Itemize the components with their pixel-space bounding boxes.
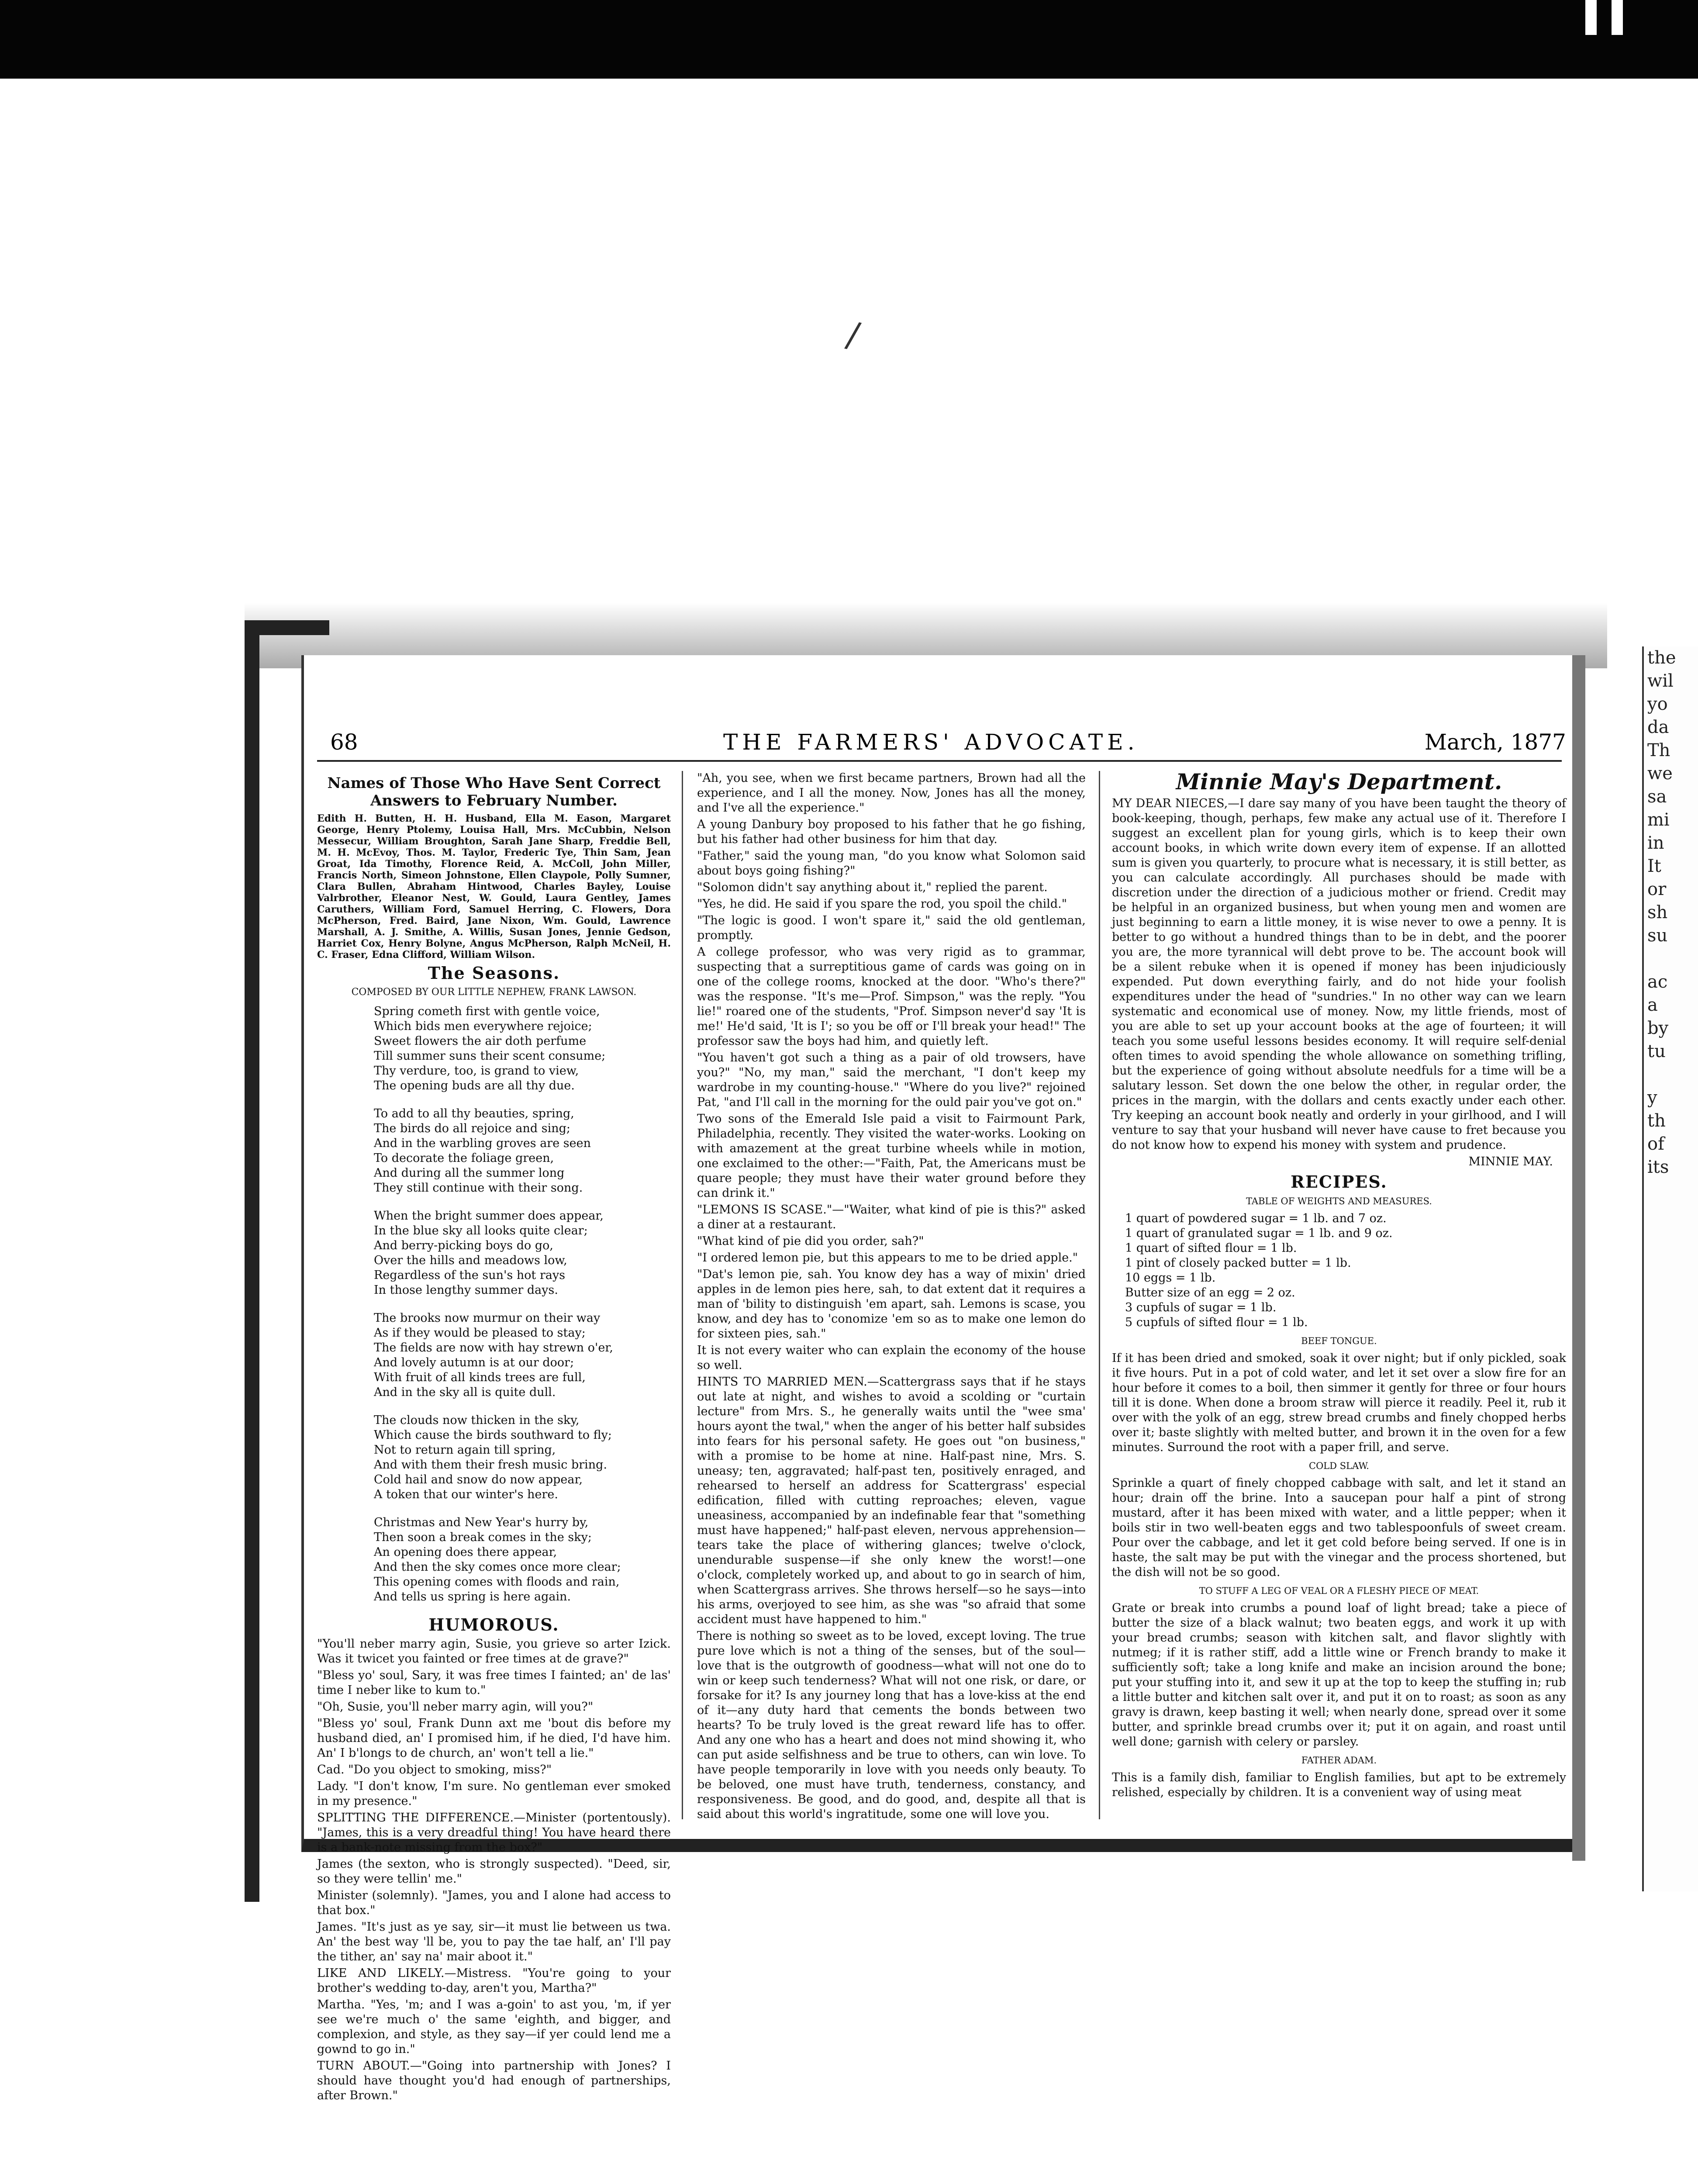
text-line: Thy verdure, too, is grand to view, — [374, 1064, 579, 1078]
text-line: In those lengthy summer days. — [374, 1283, 558, 1297]
fragment-line: da — [1647, 717, 1669, 737]
fragment-line: Th — [1647, 740, 1670, 760]
paragraph: Two sons of the Emerald Isle paid a visit to Fairmount Park, Philadelphia, recently. They visited the water-works. Looking on with amazement at the great turbine wheels while in motion, one exclaimed to the other:—"Faith, Pat, the Americans must be quare people; they must have their water ground before they can drink it." — [697, 1112, 1086, 1200]
fragment-line: yo — [1647, 694, 1668, 714]
paragraph: Cad. "Do you object to smoking, miss?" — [317, 1763, 552, 1776]
text-line: The opening buds are all thy due. — [374, 1079, 575, 1092]
poem-stanza — [374, 1004, 671, 1093]
text-line: And then the sky comes once more clear; — [374, 1560, 621, 1574]
text-line: The birds do all rejoice and sing; — [374, 1122, 571, 1135]
table-heading: TABLE OF WEIGHTS AND MEASURES. — [1246, 1196, 1432, 1206]
paragraph: HINTS TO MARRIED MEN.—Scattergrass says that if he stays out late at night, and wishes to avoid a scolding or "curtain lecture" from Mrs. S., he generally waits until the "wee sma' hours ayont the twal," when the anger of his better half subsides into fears for his personal safety. He goes out "on business," with a promise to be home at nine. Half-past nine, Mrs. S. uneasy; ten, aggravated; half-past ten, positively enraged, and rehearsed to herself an address for Scattergrass' especial edification, filled with cutting reproaches; eleven, vague uneasiness, accompanied by an indefinable fear that "something must have happened;" half-past eleven, nervous apprehension—tears take the place of withering glances; twelve o'clock, unendurable suspense—if she only knew the worst!—one o'clock, completely worked up, and about to go in search of him, when Scattergrass arrives. She throws herself—so he says—into his arms, overjoyed to see him, as she was "so afraid that some accident must have happened to him." — [697, 1375, 1086, 1626]
fragment-line — [1647, 1063, 1698, 1086]
text-line: 1 quart of sifted flour = 1 lb. — [1125, 1241, 1297, 1255]
text-line: They still continue with their song. — [374, 1181, 583, 1195]
text-line: 5 cupfuls of sifted flour = 1 lb. — [1125, 1316, 1308, 1329]
paragraph: A college professor, who was very rigid as to grammar, suspecting that a surreptitious game of cards was going on in one of the college rooms, knocked at the door. "Who's there?" was the response. "It's me—Prof. Simpson," was the reply. "You lie!" roared one of the students, "Prof. Simpson never'd say 'It is me!' He'd said, 'It is I'; so you be off or I'll break your head!" The professor saw the boys had him, and quietly left. — [697, 945, 1086, 1048]
paragraph: James (the sexton, who is strongly suspected). "Deed, sir, so they were tellin' me." — [317, 1857, 671, 1886]
text-line: Which cause the birds southward to fly; — [374, 1428, 612, 1442]
recipes-heading: RECIPES. — [1291, 1172, 1387, 1192]
newspaper-page — [301, 655, 1579, 2102]
text-line: And berry-picking boys do go, — [374, 1239, 553, 1252]
text-line: And in the warbling groves are seen — [374, 1137, 591, 1150]
text-line: Over the hills and meadows low, — [374, 1254, 567, 1267]
text-line: To add to all thy beauties, spring, — [374, 1107, 574, 1120]
text-line: And with them their fresh music bring. — [374, 1458, 607, 1472]
signature: MINNIE MAY. — [1468, 1155, 1553, 1168]
poem-stanza — [374, 1209, 671, 1298]
paragraph: "LEMONS IS SCASE."—"Waiter, what kind of pie is this?" asked a diner at a restaurant. — [697, 1203, 1086, 1231]
text-line: As if they would be pleased to stay; — [374, 1326, 586, 1340]
measures-table — [1112, 1211, 1566, 1330]
paragraph: "Dat's lemon pie, sah. You know dey has a way of mixin' dried apples in de lemon pies here, sah, to dat extent dat it requires a man of 'bility to distinguish 'em apart, sah. Lemons is scase, you know, and dey has to 'conomize 'em so as to make one lemon do for sixteen pies, sah." — [697, 1268, 1086, 1341]
text-line: Butter size of an egg = 2 oz. — [1125, 1286, 1295, 1299]
column-2-paragraphs — [697, 771, 1086, 1822]
issue-date: March, 1877 — [1424, 729, 1566, 755]
fragment-line: su — [1647, 926, 1668, 946]
column-rule — [682, 771, 683, 1819]
department-heading: Minnie May's Department. — [1176, 769, 1502, 795]
column-1 — [317, 771, 671, 2105]
text-line: This opening comes with floods and rain, — [374, 1575, 620, 1589]
fragment-line: sa — [1647, 787, 1667, 807]
page-header — [317, 729, 1570, 760]
paragraph: There is nothing so sweet as to be loved, except loving. The true pure love which is not a thing of the senses, but of the soul—love that is the outgrowth of goodness—what will not one do to win or keep such tenderness? What will not one risk, or dare, or forsake for it? Is any journey long that has a love-kiss at the end of it—any duty hard that cements the bonds between two hearts? To be truly loved is the great reward life has to offer. And any one who has a heart and does not mind showing it, who can put aside selfishness and be true to others, can win love. To have people temporarily in love with you needs only beauty. To be beloved, one must have truth, tenderness, constancy, and responsiveness. Be good, and do good, and, despite all that is said about this world's ingratitude, some one will love you. — [697, 1629, 1086, 1821]
seasons-heading: The Seasons. — [428, 963, 560, 983]
paragraph: "Ah, you see, when we first became partners, Brown had all the experience, and I all the money. Now, Jones has all the money, and I've all the experience." — [697, 771, 1086, 815]
poem-stanza — [374, 1106, 671, 1196]
paragraph: "You haven't got such a thing as a pair of old trowsers, have you?" "No, my man," said the merchant, "I don't keep my wardrobe in my counting-house." "Where do you live?" rejoined Pat, "and I'll call in the morning for the ould pair you've got on." — [697, 1051, 1086, 1109]
adam-heading: FATHER ADAM. — [1301, 1755, 1377, 1766]
paragraph: Minister (solemnly). "James, you and I alone had access to that box." — [317, 1889, 671, 1917]
text-line: In the blue sky all looks quite clear; — [374, 1224, 588, 1237]
text-line: And lovely autumn is at our door; — [374, 1356, 574, 1369]
veal-heading: TO STUFF A LEG OF VEAL OR A FLESHY PIECE OF MEAT. — [1199, 1586, 1479, 1596]
text-line: The fields are now with hay strewn o'er, — [374, 1341, 613, 1355]
fragment-line: th — [1647, 1111, 1666, 1131]
text-line: An opening does there appear, — [374, 1545, 557, 1559]
film-notch — [1612, 0, 1623, 35]
text-line: With fruit of all kinds trees are full, — [374, 1371, 586, 1384]
poem-stanza — [374, 1515, 671, 1604]
paragraph: A young Danbury boy proposed to his father that he go fishing, but his father had other business for him that day. — [697, 818, 1086, 846]
fragment-line: the — [1647, 648, 1676, 668]
fragment-line: mi — [1647, 810, 1670, 830]
beef-text: If it has been dried and smoked, soak it over night; but if only pickled, soak it five hours. Put in a pot of cold water, and let it set over a slow fire for an hour before it comes to a boil, then simmer it gently for three or four hours till it is done. When done a broom straw will pierce it readily. Peel it, rub it over with the yolk of an egg, strew bread crumbs and finely chopped herbs over it; baste slightly with melted butter, and brown it in the oven for a few minutes. Surround the root with a paper frill, and serve. — [1112, 1351, 1566, 1454]
paragraph: "Yes, he did. He said if you spare the rod, you spoil the child." — [697, 897, 1067, 911]
beef-heading: BEEF TONGUE. — [1301, 1336, 1377, 1346]
paragraph: Martha. "Yes, 'm; and I was a-goin' to ast you, 'm, if yer see we're much o' the same 'eighth, and bigger, and complexion, and style, as they say—if yer could lend me a gownd to go in." — [317, 1998, 671, 2056]
page-edge — [1572, 655, 1585, 1861]
fragment-line: y — [1647, 1088, 1657, 1108]
adjacent-page-fragment — [1642, 646, 1698, 1891]
fragment-line: tu — [1647, 1041, 1666, 1061]
text-line: The brooks now murmur on their way — [374, 1311, 601, 1325]
paragraph: "The logic is good. I won't spare it," said the old gentleman, promptly. — [697, 914, 1086, 942]
fragment-line: wil — [1647, 671, 1674, 691]
seasons-byline: COMPOSED BY OUR LITTLE NEPHEW, FRANK LAWSON. — [351, 987, 637, 998]
fragment-line: in — [1647, 833, 1664, 853]
film-notch — [1585, 0, 1597, 35]
fragment-line: or — [1647, 879, 1667, 899]
paragraph: James. "It's just as ye say, sir—it must lie between us twa. An' the best way 'll be, you to pay the tae half, an' I'll pay the tither, an' say na' mair aboot it." — [317, 1920, 671, 1963]
text-line: And in the sky all is quite dull. — [374, 1386, 556, 1399]
paragraph: SPLITTING THE DIFFERENCE.—Minister (portentously). "James, this is a very dreadful thing! You have heard there is a bank-note missing from the box?" — [317, 1811, 671, 1854]
column-2 — [697, 771, 1086, 1824]
slaw-text: Sprinkle a quart of finely chopped cabbage with salt, and let it stand an hour; drain off the brine. Into a saucepan pour half a pint of strong mustard, after it has been mixed with water, and a little pepper; when it boils stir in two well-beaten eggs and two tablespoonfuls of sweet cream. Pour over the cabbage, and let it get cold before being served. If one is in haste, the salt may be put with the vinegar and the process shortened, but the dish will not be so good. — [1112, 1476, 1566, 1579]
column-3 — [1112, 771, 1566, 1802]
header-rule — [317, 760, 1562, 762]
text-line: The clouds now thicken in the sky, — [374, 1413, 580, 1427]
paragraph: "Solomon didn't say anything about it," replied the parent. — [697, 881, 1048, 894]
text-line: 1 pint of closely packed butter = 1 lb. — [1125, 1256, 1351, 1270]
pencil-mark: / — [843, 314, 863, 356]
paragraph: "You'll neber marry agin, Susie, you grieve so arter Izick. Was it twicet you fainted or free times at de grave?" — [317, 1637, 671, 1666]
paragraph: TURN ABOUT.—"Going into partnership with Jones? I should have thought you'd had enough of partnerships, after Brown." — [317, 2059, 671, 2102]
text-line: Sweet flowers the air doth perfume — [374, 1034, 587, 1048]
text-line: And tells us spring is here again. — [374, 1590, 571, 1603]
fragment-line — [1647, 947, 1698, 971]
fragment-line: we — [1647, 764, 1673, 784]
names-heading: Names of Those Who Have Sent Correct Answers to February Number. — [327, 774, 661, 809]
text-line: And during all the summer long — [374, 1166, 565, 1180]
text-line: 3 cupfuls of sugar = 1 lb. — [1125, 1301, 1277, 1314]
paragraph: "Father," said the young man, "do you know what Solomon said about boys going fishing?" — [697, 849, 1086, 878]
paragraph: "Oh, Susie, you'll neber marry agin, will you?" — [317, 1700, 594, 1714]
page-number: 68 — [330, 729, 358, 755]
paragraph: "Bless yo' soul, Sary, it was free times I fainted; an' de las' time I neber like to kum to." — [317, 1669, 671, 1697]
text-line: Cold hail and snow do now appear, — [374, 1473, 583, 1486]
poem-stanza — [374, 1413, 671, 1502]
fragment-line: sh — [1647, 902, 1668, 923]
text-line: Regardless of the sun's hot rays — [374, 1268, 566, 1282]
column-rule — [1099, 771, 1100, 1819]
masthead: THE FARMERS' ADVOCATE. — [723, 729, 1139, 755]
text-line: Christmas and New Year's hurry by, — [374, 1516, 589, 1529]
paragraph: "I ordered lemon pie, but this appears to me to be dried apple." — [697, 1251, 1078, 1265]
text-line: 1 quart of granulated sugar = 1 lb. and 9 oz. — [1125, 1227, 1393, 1240]
names-list: Edith H. Butten, H. H. Husband, Ella M. Eason, Margaret George, Henry Ptolemy, Louisa Hall, Mrs. McCubbin, Nelson Messecur, William Broughton, Sarah Jane Sharp, Freddie Bell, M. H. McEvoy, Thos. M. Taylor, Frederic Tye, Thin Sam, Jean Groat, Ida Timothy, Florence Reid, A. McColl, John Miller, Francis North, Simeon Johnstone, Ellen Claypole, Polly Sumner, Clara Bullen, Abraham Hintwood, Charles Bayley, Louise Valrbrother, Eleanor Nest, W. Gould, Laura Gentley, James Caruthers, William Ford, Samuel Herring, C. Flowers, Dora McPherson, Fred. Baird, Jane Nixon, Wm. Gould, Lawrence Marshall, A. J. Smithe, A. Willis, Susan Jones, Jennie Gedson, Harriet Cox, Henry Bolyne, Angus McPherson, Ralph McNeil, H. C. Fraser, Edna Clifford, William Wilson. — [317, 813, 671, 961]
text-line: When the bright summer does appear, — [374, 1209, 604, 1223]
paragraph: It is not every waiter who can explain the economy of the house so well. — [697, 1344, 1086, 1372]
text-line: Then soon a break comes in the sky; — [374, 1531, 592, 1544]
text-line: To decorate the foliage green, — [374, 1151, 554, 1165]
fragment-line: of — [1647, 1134, 1664, 1154]
fragment-line: its — [1647, 1157, 1669, 1177]
veal-text: Grate or break into crumbs a pound loaf of light bread; take a piece of butter the size of a black walnut; two beaten eggs, and work it up with your bread crumbs; season with kitchen salt, and flavor slightly with nutmeg; if it is rather stiff, add a little wine or French brandy to make it sufficiently soft; take a long knife and make an incision around the bone; put your stuffing into it, and sew it up at the top to keep the stuffing in; rub a little butter and kitchen salt over it, and put it on to roast; as soon as any gravy is drawn, keep basting it well; when nearly done, spread over it some butter, and sprinkle bread crumbs over it; put it on again, and roast until well done; garnish with celery or parsley. — [1112, 1601, 1566, 1749]
paragraph: Lady. "I don't know, I'm sure. No gentleman ever smoked in my presence." — [317, 1780, 671, 1808]
slaw-heading: COLD SLAW. — [1309, 1461, 1369, 1471]
fragment-line: ac — [1647, 972, 1668, 992]
film-top-strip — [0, 0, 1698, 79]
fragment-line: a — [1647, 995, 1658, 1015]
humorous-heading: HUMOROUS. — [428, 1615, 559, 1635]
text-line: 1 quart of powdered sugar = 1 lb. and 7 oz. — [1125, 1212, 1387, 1225]
letter-text: MY DEAR NIECES,—I dare say many of you have been taught the theory of book-keeping, though, perhaps, few make any actual use of it. Therefore I suggest an excellent plan for young girls, which is to keep their own account books, in which write down every item of expense. If an allotted sum is given you quarterly, to procure what is necessary, it is still better, as you can calculate accordingly. All purchases should be made with discretion under the direction of a judicious mother or friend. Credit may be helpful in an organized business, but when young men and women are just beginning to earn a little money, it is wise never to owe a penny. It is better to go without a hundred things than to be in debt, and the poorer you are, the more tyrannical will debt prove to be. The account book will be a silent rebuke when it is opened if money has been injudiciously expended. Put down everything fairly, and do not hide your foolish expenditures under the head of "sundries." In no other way can we learn systematic and economical use of money. Now, my little friends, most of you are able to set up your account books at the age of fourteen; it will teach you some useful lessons besides economy. It will require self-denial often times to avoid spending the whole allowance on something trifling, but the experience of going without absolute needfuls for a time will be a salutary lesson. Set down the one below the other, in regular order, the prices in the margin, with the dollars and cents exactly under each other. Try keeping an account book neatly and orderly in your girlhood, and I will venture to say that your husband will never have cause to fret because you do not know how to expend his money with system and prudence. — [1112, 797, 1566, 1152]
poem-stanza — [374, 1311, 671, 1400]
fragment-line: It — [1647, 856, 1661, 876]
fragment-line: by — [1647, 1018, 1669, 1038]
paragraph: LIKE AND LIKELY.—Mistress. "You're going to your brother's wedding to-day, aren't you, Martha?" — [317, 1966, 671, 1995]
paragraph: "What kind of pie did you order, sah?" — [697, 1234, 924, 1248]
humor-items — [317, 1637, 671, 2103]
text-line: Which bids men everywhere rejoice; — [374, 1019, 592, 1033]
text-line: 10 eggs = 1 lb. — [1125, 1271, 1216, 1285]
seasons-poem — [317, 1004, 671, 1604]
text-line: Spring cometh first with gentle voice, — [374, 1005, 600, 1018]
text-line: Till summer suns their scent consume; — [374, 1049, 606, 1063]
adam-text: This is a family dish, familiar to English families, but apt to be extremely relished, especially by children. It is a convenient way of using meat — [1112, 1771, 1566, 1799]
text-line: A token that our winter's here. — [374, 1488, 558, 1501]
text-line: Not to return again till spring, — [374, 1443, 556, 1457]
paragraph: "Bless yo' soul, Frank Dunn axt me 'bout dis before my husband died, an' I promised him, if he died, I'd have him. An' I b'longs to de church, an' won't tell a lie." — [317, 1717, 671, 1760]
